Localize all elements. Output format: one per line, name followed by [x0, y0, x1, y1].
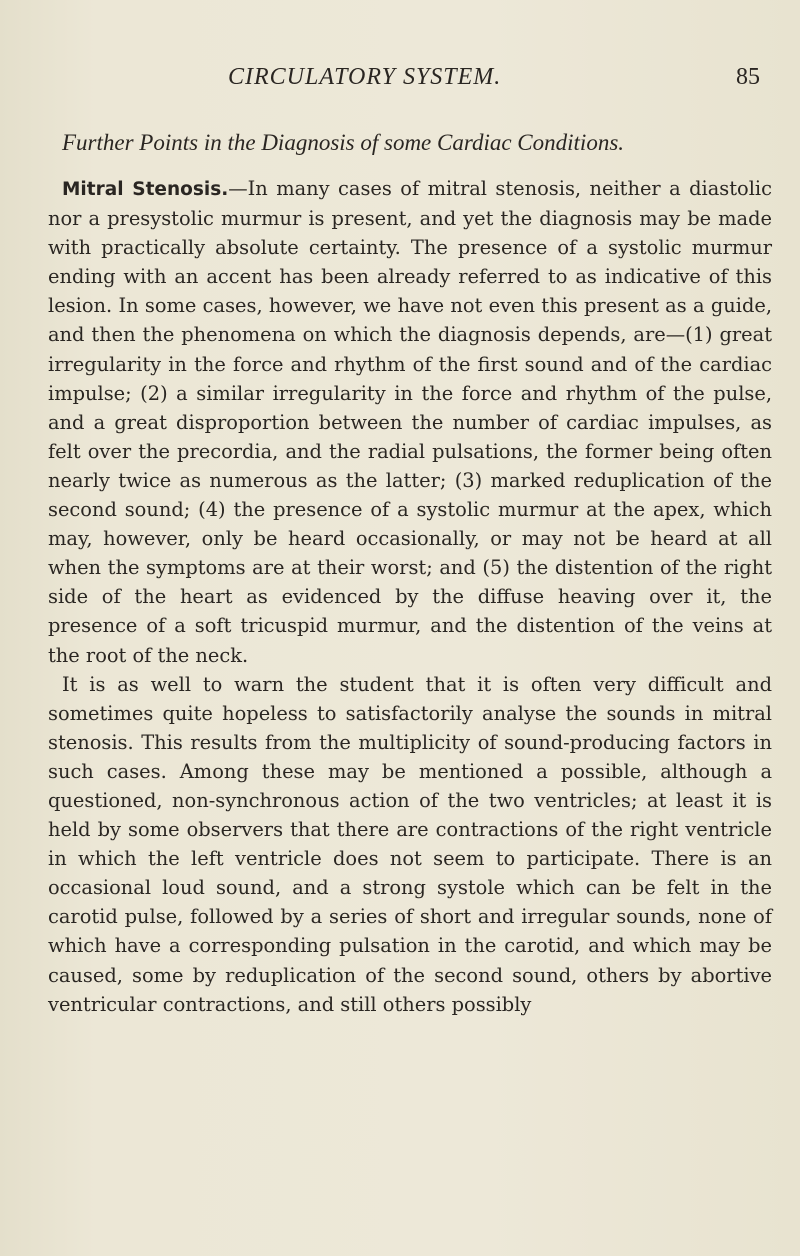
running-title: CIRCULATORY SYSTEM. — [228, 64, 502, 90]
paragraph-text: It is as well to warn the student that it is often very difficult and sometimes quite hopeless to satisfactorily analyse the sounds in mitral stenosis. This results from the multiplicity of sound-producing factors in such cases. Among these may be mentioned a possible, although a questioned, non-synchronous action of the two ventricles; at least it is held by some observers that there are contractions of the right ventricle in which the left ventricle does not seem to participate. There is an occasional loud sound, and a strong systole which can be felt in the carotid pulse, followed by a series of short and irregular sounds, none of which have a corresponding pulsation in the carotid, and which may be caused, some by reduplication of the second sound, others by abortive ventricular contractions, and still others possibly — [48, 672, 772, 1016]
paragraph-student-warning — [48, 670, 772, 1019]
running-head — [0, 64, 800, 100]
body-text — [48, 174, 772, 1019]
page-number: 85 — [736, 64, 760, 90]
paragraph-text: —In many cases of mitral stenosis, neither a diastolic nor a presystolic murmur is present, and yet the diagnosis may be made with practically absolute certainty. The presence of a systolic murmur ending with an accent has been already referred to as indicative of this lesion. In some cases, however, we have not even this present as a guide, and then the phenomena on which the diagnosis depends, are—(1) great irregularity in the force and rhythm of the first sound and of the cardiac impulse; (2) a similar irregularity in the force and rhythm of the pulse, and a great disproportion between the number of cardiac impulses, as felt over the precordia, and the radial pulsations, the former being often nearly twice as numerous as the latter; (3) marked reduplication of the second sound; (4) the presence of a systolic murmur at the apex, which may, however, only be heard occasionally, or may not be heard at all when the symptoms are at their worst; and (5) the distention of the right side of the heart as evidenced by the diffuse heaving over it, the presence of a soft tricuspid murmur, and the distention of the veins at the root of the neck. — [48, 177, 772, 667]
section-title: Further Points in the Diagnosis of some Cardiac Conditions. — [62, 130, 625, 155]
paragraph-mitral-stenosis — [48, 174, 772, 670]
run-in-heading: Mitral Stenosis. — [62, 179, 229, 200]
